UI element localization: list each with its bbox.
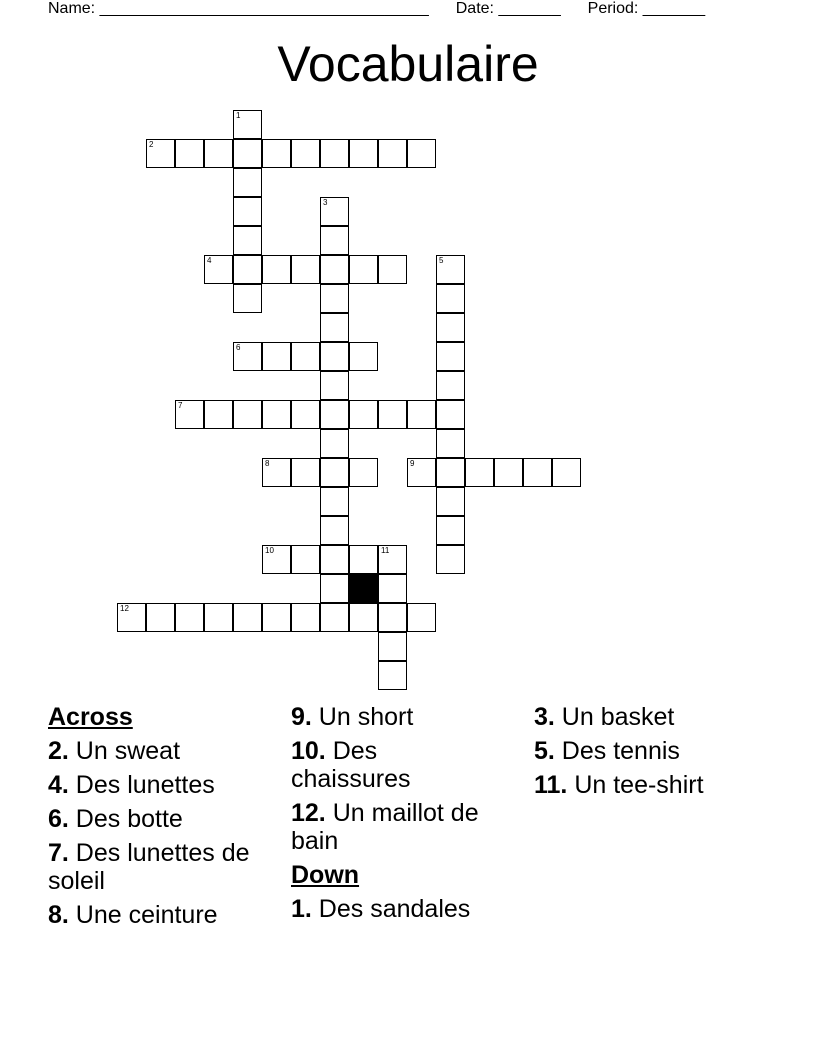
grid-cell[interactable] xyxy=(436,429,465,458)
grid-cell[interactable] xyxy=(407,400,436,429)
grid-cell-number: 12 xyxy=(120,604,129,613)
grid-cell[interactable] xyxy=(436,516,465,545)
grid-cell[interactable] xyxy=(291,603,320,632)
grid-cell[interactable] xyxy=(436,487,465,516)
grid-cell-number: 1 xyxy=(236,111,241,120)
grid-cell[interactable] xyxy=(378,603,407,632)
clue-down-11: 11. Un tee-shirt xyxy=(534,771,704,799)
grid-cell[interactable] xyxy=(436,313,465,342)
grid-cell[interactable] xyxy=(436,371,465,400)
grid-cell[interactable] xyxy=(436,458,465,487)
period-label: Period: xyxy=(587,0,639,17)
grid-cell[interactable] xyxy=(233,400,262,429)
grid-cell[interactable] xyxy=(204,603,233,632)
grid-cell[interactable] xyxy=(291,545,320,574)
grid-cell[interactable] xyxy=(262,342,291,371)
grid-cell[interactable] xyxy=(320,284,349,313)
grid-cell[interactable] xyxy=(378,545,407,574)
grid-cell[interactable] xyxy=(175,400,204,429)
grid-cell[interactable] xyxy=(291,342,320,371)
clue-down-5: 5. Des tennis xyxy=(534,737,680,765)
across-heading: Across xyxy=(48,703,133,731)
grid-cell[interactable] xyxy=(204,255,233,284)
grid-cell[interactable] xyxy=(320,545,349,574)
grid-cell[interactable] xyxy=(407,603,436,632)
clue-across-12: 12. Un maillot de bain xyxy=(291,799,479,855)
grid-cell[interactable] xyxy=(349,139,378,168)
clue-across-7: 7. Des lunettes de soleil xyxy=(48,839,250,895)
grid-cell-number: 11 xyxy=(381,546,390,555)
grid-cell-number: 2 xyxy=(149,140,154,149)
clue-column-2 xyxy=(291,703,491,929)
grid-cell[interactable] xyxy=(291,139,320,168)
grid-cell-number: 6 xyxy=(236,343,241,352)
grid-cell[interactable] xyxy=(320,197,349,226)
grid-cell[interactable] xyxy=(320,139,349,168)
down-heading: Down xyxy=(291,861,360,889)
clue-down-3: 3. Un basket xyxy=(534,703,675,731)
date-label: Date: xyxy=(455,0,494,17)
clue-across-6: 6. Des botte xyxy=(48,805,183,833)
grid-cell[interactable] xyxy=(378,139,407,168)
grid-cell[interactable] xyxy=(320,574,349,603)
grid-cell[interactable] xyxy=(291,255,320,284)
grid-cell[interactable] xyxy=(436,255,465,284)
clue-across-2: 2. Un sweat xyxy=(48,737,181,765)
grid-cell[interactable] xyxy=(378,255,407,284)
grid-cell[interactable] xyxy=(146,139,175,168)
grid-cell[interactable] xyxy=(233,255,262,284)
grid-cell[interactable] xyxy=(233,197,262,226)
grid-cell[interactable] xyxy=(146,603,175,632)
grid-cell[interactable] xyxy=(262,139,291,168)
page-title: Vocabulaire xyxy=(277,36,539,92)
grid-cell[interactable] xyxy=(436,342,465,371)
grid-cell[interactable] xyxy=(552,458,581,487)
grid-cell-number: 5 xyxy=(439,256,444,265)
grid-cell-number: 8 xyxy=(265,459,270,468)
grid-cell[interactable] xyxy=(349,545,378,574)
grid-cell[interactable] xyxy=(349,603,378,632)
grid-cell-number: 7 xyxy=(178,401,183,410)
grid-cell[interactable] xyxy=(204,400,233,429)
period-line[interactable]: _______ xyxy=(642,0,706,17)
grid-cell[interactable] xyxy=(349,255,378,284)
grid-cell[interactable] xyxy=(320,371,349,400)
grid-cell[interactable] xyxy=(233,226,262,255)
clue-across-10: 10. Des chaissures xyxy=(291,737,411,793)
grid-cell[interactable] xyxy=(320,342,349,371)
grid-cell[interactable] xyxy=(407,139,436,168)
grid-cell[interactable] xyxy=(349,400,378,429)
grid-cell-number: 10 xyxy=(265,546,274,555)
grid-cell-number: 3 xyxy=(323,198,328,207)
grid-cell[interactable] xyxy=(233,603,262,632)
grid-cell[interactable] xyxy=(204,139,233,168)
clue-column-1 xyxy=(48,703,278,935)
grid-cell[interactable] xyxy=(494,458,523,487)
grid-cell[interactable] xyxy=(175,603,204,632)
grid-cell[interactable] xyxy=(117,603,146,632)
grid-cell[interactable] xyxy=(320,487,349,516)
grid-cell[interactable] xyxy=(320,255,349,284)
grid-cell[interactable] xyxy=(262,603,291,632)
name-label: Name: xyxy=(48,0,96,17)
clue-column-3 xyxy=(534,703,794,805)
grid-cell[interactable] xyxy=(320,458,349,487)
grid-block xyxy=(349,574,378,603)
clue-across-8: 8. Une ceinture xyxy=(48,901,218,929)
grid-cell[interactable] xyxy=(320,516,349,545)
grid-cell[interactable] xyxy=(436,400,465,429)
grid-cell[interactable] xyxy=(523,458,552,487)
grid-cell[interactable] xyxy=(378,400,407,429)
grid-cell[interactable] xyxy=(436,545,465,574)
grid-cell[interactable] xyxy=(233,110,262,139)
date-line[interactable]: _______ xyxy=(498,0,561,17)
grid-cell[interactable] xyxy=(262,400,291,429)
clue-across-4: 4. Des lunettes xyxy=(48,771,215,799)
grid-cell[interactable] xyxy=(291,400,320,429)
grid-cell[interactable] xyxy=(407,458,436,487)
grid-cell-number: 9 xyxy=(410,459,415,468)
grid-cell[interactable] xyxy=(349,342,378,371)
clue-across-9: 9. Un short xyxy=(291,703,414,731)
grid-cell[interactable] xyxy=(233,284,262,313)
grid-cell[interactable] xyxy=(291,458,320,487)
name-line[interactable]: _____________________________________ xyxy=(99,0,429,17)
grid-cell[interactable] xyxy=(233,168,262,197)
grid-cell[interactable] xyxy=(378,632,407,661)
grid-cell[interactable] xyxy=(465,458,494,487)
grid-cell[interactable] xyxy=(233,342,262,371)
grid-cell[interactable] xyxy=(320,429,349,458)
grid-cell[interactable] xyxy=(262,255,291,284)
grid-cell-number: 4 xyxy=(207,256,212,265)
grid-cell[interactable] xyxy=(262,458,291,487)
grid-cell[interactable] xyxy=(378,574,407,603)
grid-cell[interactable] xyxy=(349,458,378,487)
grid-cell[interactable] xyxy=(320,400,349,429)
clue-down-1: 1. Des sandales xyxy=(291,895,471,923)
grid-cell[interactable] xyxy=(262,545,291,574)
grid-cell[interactable] xyxy=(320,603,349,632)
grid-cell[interactable] xyxy=(378,661,407,690)
grid-cell[interactable] xyxy=(175,139,204,168)
grid-cell[interactable] xyxy=(436,284,465,313)
grid-cell[interactable] xyxy=(320,226,349,255)
grid-cell[interactable] xyxy=(233,139,262,168)
grid-cell[interactable] xyxy=(320,313,349,342)
